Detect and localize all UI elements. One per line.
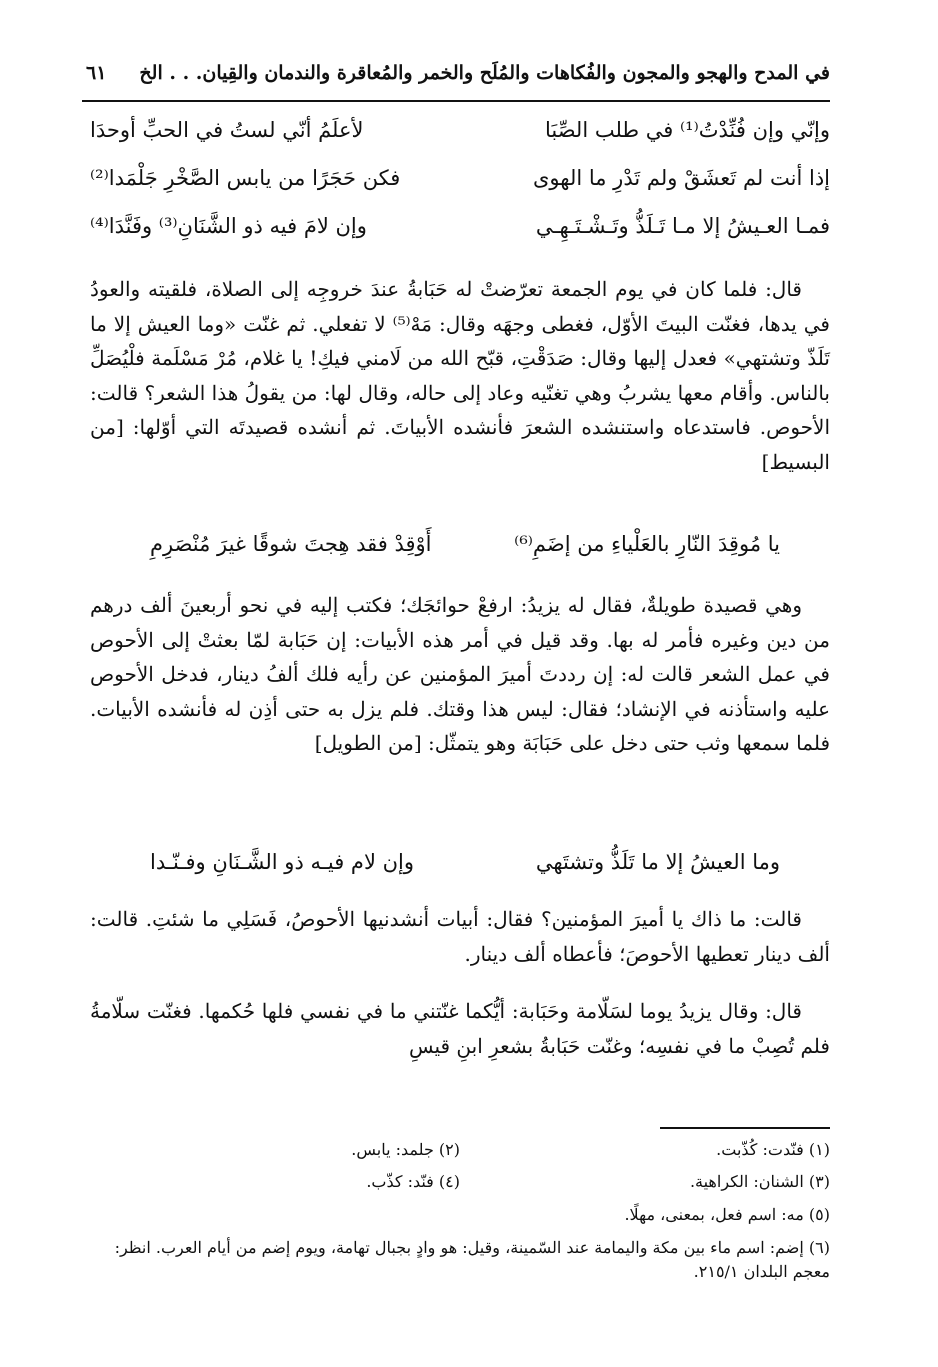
verse-hemistich-second: وإن لام فيـه ذو الشَّـنَانِ وفـنّـدا — [150, 850, 414, 874]
verse-hemistich-first: فمـا العـيشُ إلا مـا تَـلَذُّ وتَـشْـتَـهِـي — [535, 214, 830, 238]
paragraph-text: قالت: ما ذاك يا أميرَ المؤمنين؟ فقال: أبيات أنشدنيها الأحوصُ، فَسَلِي ما شئتِ. قالت: ألف دينار تعطيها الأحوصَ؛ فأعطاه ألف دينار. — [90, 907, 830, 966]
paragraph-text: وهي قصيدة طويلةٌ، فقال له يزيدُ: ارفعْ حوائجَك؛ فكتب إليه في نحو أربعينَ ألف درهم من دين وغيره فأمر له بها. وقد قيل في أمر هذه الأبيات: إن حَبَابة لمّا بعثتْ إلى الأحوص في عمل الشعر قالت له: إن رددتَ أميرَ المؤمنين عن رأيه فلك ألفُ دينار، فدخل الأحوص عليه واستأذنه في الإنشاد؛ فقال: ليس هذا وقتك. فلم يزل به حتى أذِن له فأنشده الأبيات. فلما سمعها وثب حتى دخل على حَبَابَة وهو يتمثّل: [من الطويل] — [90, 593, 830, 755]
page-number: ٦١ — [86, 62, 107, 84]
footnote-6: (٦) إضم: اسم ماء بين مكة واليمامة عند السّمينة، وقيل: هو وادٍ بجبال تهامة، ويوم إضم من أيام العرب. انظر: معجم البلدان ٢١٥/١. — [114, 1238, 830, 1281]
verse-line — [90, 214, 830, 260]
verse-line — [90, 118, 830, 164]
paragraph-1 — [90, 272, 830, 479]
verse-hemistich-first: وإنّي وإن فُنِّدْتُ⁽¹⁾ في طلب الصِّبَا — [544, 118, 830, 142]
verse-line — [90, 532, 830, 578]
footnote-5: (٥) مه: اسم فعل، بمعنى، مهلًا. — [624, 1205, 830, 1224]
footnote-3: (٣) الشنان: الكراهية. — [689, 1172, 830, 1191]
paragraph-3 — [90, 902, 830, 971]
verse-hemistich-second: وإن لامَ فيه ذو الشَّنَانِ⁽³⁾ وفَنَّدَا⁽⁴⁾ — [90, 214, 367, 238]
paragraph-2 — [90, 588, 830, 761]
paragraph-text: قال: فلما كان في يوم الجمعة تعرّضتْ له حَبَابةُ عندَ خروجِه إلى الصلاة، فلقيته والعودُ في يدها، فغنّت البيتَ الأوّل، فغطى وجهَه وقال: مَهْ⁽⁵⁾ لا تفعلي. ثم غنّت «وما العيش إلا ما تَلَذّ وتشتهي» فعدل إليها وقال: صَدَقْتِ، قبّح الله من لَامني فيكِ! يا غلام، مُرْ مَسْلَمة فلْيُصَلِّ بالناس. وأقام معها يشربُ وهي تغنّيه وعاد إلى حاله، وقال لها: من يقولُ هذا الشعر؟ قالت: الأحوص. فاستدعاه واستنشده الشعرَ فأنشده الأبياتَ. ثم أنشده قصيدتَه التي أوّلها: [من البسيط] — [90, 277, 830, 474]
verse-hemistich-second: أَوْقِدْ فقد هِجتَ شوقًا غيرَ مُنْصَرِمِ — [150, 532, 432, 556]
paragraph-4 — [90, 994, 830, 1063]
verse-hemistich-first: إذا أنت لم تَعشَقْ ولم تَدْرِ ما الهوى — [532, 166, 830, 190]
verse-hemistich-second: فكن حَجَرًا من يابس الصَّخْرِ جَلْمَدا⁽²⁾ — [90, 166, 401, 190]
footnote-1: (١) فنّدت: كُذّبت. — [716, 1140, 830, 1159]
verse-hemistich-second: لأعلَمُ أنّي لستُ في الحبِّ أوحدَا — [90, 118, 364, 142]
footnote-4: (٤) فنّد: كذّب. — [366, 1172, 460, 1191]
header-rule — [82, 100, 830, 102]
header-title: في المدح والهجو والمجون والفُكاهات والمُلَح والخمر والمُعاقرة والندمان والقِيان. . . الخ — [139, 62, 830, 84]
verse-hemistich-first: يا مُوقِدَ النّارِ بالعَلْياءِ من إضَمِ⁽⁶⁾ — [514, 532, 780, 556]
verse-line — [90, 850, 830, 896]
running-header — [82, 58, 830, 98]
paragraph-text: قال: وقال يزيدُ يوما لسَلّامة وحَبَابة: أيُّكما غنّتني ما في نفسي فلها حُكمها. فغنّت سلّامةُ فلم تُصِبْ ما في نفسِه؛ وغنّت حَبَابةُ بشعرِ ابنِ قيسِ — [90, 999, 830, 1058]
footnote-2: (٢) جلمد: يابس. — [351, 1140, 460, 1159]
verse-line — [90, 166, 830, 212]
footnote-rule — [660, 1127, 830, 1129]
verse-hemistich-first: وما العيشُ إلا ما تَلَذُّ وتشتَهي — [535, 850, 780, 874]
